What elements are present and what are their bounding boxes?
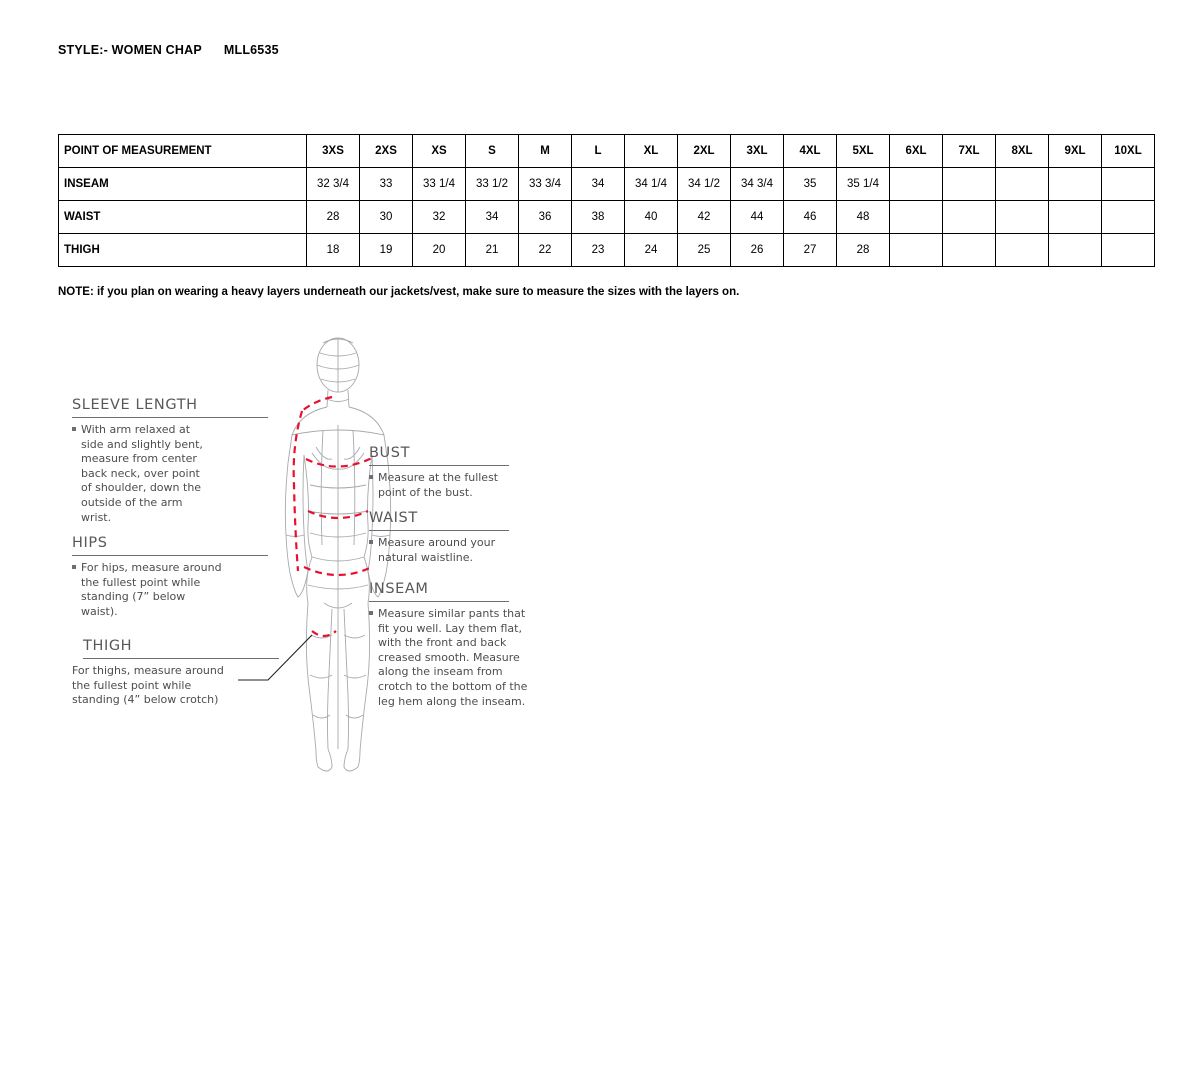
- cell-value: [943, 168, 996, 201]
- page-title: [58, 43, 279, 57]
- callout-body-thigh: For thighs, measure around the fullest point while standing (4” below crotch): [72, 664, 224, 707]
- callout-body-hips: [81, 561, 223, 619]
- cell-value: [1049, 234, 1102, 267]
- bullet-icon: [369, 611, 373, 615]
- cell-value: 40: [625, 201, 678, 234]
- cell-value: [943, 234, 996, 267]
- cell-value: [890, 234, 943, 267]
- cell-value: 38: [572, 201, 625, 234]
- cell-value: 34: [572, 168, 625, 201]
- cell-value: 33 1/4: [413, 168, 466, 201]
- column-header-size: 2XL: [678, 135, 731, 168]
- cell-value: 33: [360, 168, 413, 201]
- column-header-size: 2XS: [360, 135, 413, 168]
- callout-text: With arm relaxed at side and slightly bent, measure from center back neck, over point of shoulder, down the outside of the arm wrist.: [81, 423, 203, 524]
- cell-value: 32 3/4: [307, 168, 360, 201]
- size-chart-table: [58, 134, 1155, 267]
- callout-title-hips: HIPS: [72, 535, 108, 551]
- cell-value: 27: [784, 234, 837, 267]
- callout-title-sleeve-length: SLEEVE LENGTH: [72, 397, 198, 413]
- cell-value: 23: [572, 234, 625, 267]
- cell-value: [1102, 201, 1155, 234]
- cell-value: 20: [413, 234, 466, 267]
- column-header-size: 5XL: [837, 135, 890, 168]
- cell-value: 34 1/4: [625, 168, 678, 201]
- cell-value: 24: [625, 234, 678, 267]
- column-header-size: XS: [413, 135, 466, 168]
- column-header-size: 8XL: [996, 135, 1049, 168]
- callout-text: Measure at the fullest point of the bust.: [378, 471, 499, 499]
- column-header-size: L: [572, 135, 625, 168]
- table-row: [59, 168, 1155, 201]
- cell-value: 21: [466, 234, 519, 267]
- style-code: MLL6535: [223, 43, 279, 57]
- callout-text: For hips, measure around the fullest point while standing (7” below waist).: [81, 561, 222, 618]
- bullet-icon: [369, 475, 373, 479]
- cell-value: 34 1/2: [678, 168, 731, 201]
- bullet-icon: [72, 427, 76, 431]
- cell-value: 35 1/4: [837, 168, 890, 201]
- bullet-icon: [72, 565, 76, 569]
- column-header-size: 10XL: [1102, 135, 1155, 168]
- cell-value: [1049, 201, 1102, 234]
- column-header-size: 7XL: [943, 135, 996, 168]
- callout-title-waist: WAIST: [369, 510, 418, 526]
- cell-value: 32: [413, 201, 466, 234]
- callout-divider-bust: [369, 465, 509, 466]
- cell-value: 25: [678, 234, 731, 267]
- cell-value: 26: [731, 234, 784, 267]
- cell-value: 18: [307, 234, 360, 267]
- table-row: [59, 201, 1155, 234]
- cell-value: 34: [466, 201, 519, 234]
- cell-value: 33 1/2: [466, 168, 519, 201]
- cell-value: 46: [784, 201, 837, 234]
- callout-title-thigh: THIGH: [83, 638, 133, 654]
- cell-value: 48: [837, 201, 890, 234]
- callout-divider-thigh: [83, 658, 279, 659]
- column-header-size: 9XL: [1049, 135, 1102, 168]
- cell-value: 44: [731, 201, 784, 234]
- note-text: NOTE: if you plan on wearing a heavy layers underneath our jackets/vest, make sure to measure the sizes with the layers on.: [58, 286, 740, 298]
- cell-value: [1102, 168, 1155, 201]
- style-label: STYLE:- WOMEN CHAP: [58, 43, 202, 57]
- column-header-point-of-measurement: POINT OF MEASUREMENT: [59, 135, 307, 168]
- column-header-size: 3XL: [731, 135, 784, 168]
- table-row: [59, 234, 1155, 267]
- callout-body-sleeve-length: [81, 423, 213, 525]
- cell-value: [1049, 168, 1102, 201]
- row-label-inseam: INSEAM: [59, 168, 307, 201]
- cell-value: 28: [837, 234, 890, 267]
- column-header-size: 3XS: [307, 135, 360, 168]
- measurement-guide-figure: [58, 335, 658, 785]
- cell-value: 19: [360, 234, 413, 267]
- callout-body-bust: [378, 471, 528, 500]
- cell-value: 28: [307, 201, 360, 234]
- cell-value: 42: [678, 201, 731, 234]
- column-header-size: 4XL: [784, 135, 837, 168]
- callout-divider-inseam: [369, 601, 509, 602]
- cell-value: [943, 201, 996, 234]
- table-header-row: [59, 135, 1155, 168]
- column-header-size: M: [519, 135, 572, 168]
- cell-value: 35: [784, 168, 837, 201]
- cell-value: 33 3/4: [519, 168, 572, 201]
- callout-title-inseam: INSEAM: [369, 581, 429, 597]
- column-header-size: S: [466, 135, 519, 168]
- row-label-waist: WAIST: [59, 201, 307, 234]
- bullet-icon: [369, 540, 373, 544]
- callout-title-bust: BUST: [369, 445, 411, 461]
- cell-value: [996, 234, 1049, 267]
- cell-value: [996, 201, 1049, 234]
- cell-value: 36: [519, 201, 572, 234]
- callout-divider-waist: [369, 530, 509, 531]
- cell-value: [996, 168, 1049, 201]
- cell-value: [890, 201, 943, 234]
- row-label-thigh: THIGH: [59, 234, 307, 267]
- callout-divider-sleeve: [72, 417, 268, 418]
- cell-value: [890, 168, 943, 201]
- cell-value: [1102, 234, 1155, 267]
- cell-value: 22: [519, 234, 572, 267]
- callout-text: Measure similar pants that fit you well. Lay them flat, with the front and back creased smooth. Measure along the inseam from crotch to the bottom of the leg hem along the inseam.: [378, 607, 528, 708]
- cell-value: 34 3/4: [731, 168, 784, 201]
- callout-text: Measure around your natural waistline.: [378, 536, 496, 564]
- column-header-size: XL: [625, 135, 678, 168]
- column-header-size: 6XL: [890, 135, 943, 168]
- callout-divider-hips: [72, 555, 268, 556]
- callout-body-inseam: [378, 607, 533, 709]
- callout-body-waist: [378, 536, 528, 565]
- cell-value: 30: [360, 201, 413, 234]
